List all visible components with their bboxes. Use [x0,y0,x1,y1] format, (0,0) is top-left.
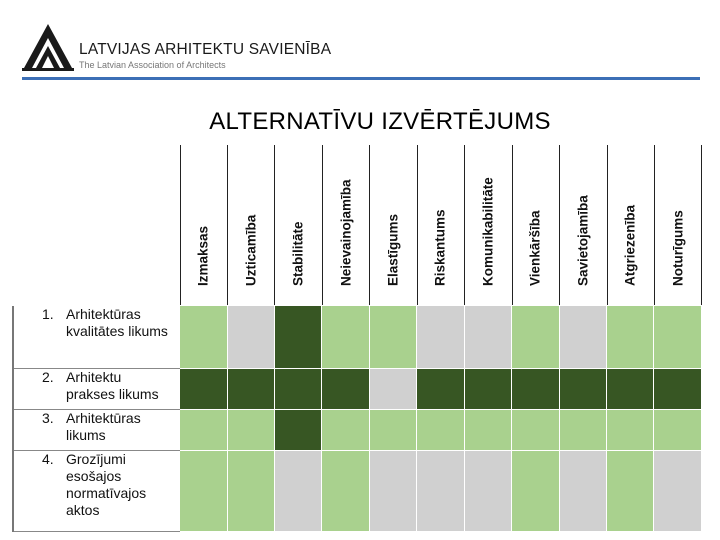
row-label-text: Arhitektūras kvalitātes likums [66,305,168,339]
rating-cell-dark [512,368,559,409]
rating-cell-light [512,306,559,369]
rating-cell-light [180,450,227,531]
rating-cell-light [654,409,702,450]
rating-cell-dark [227,368,274,409]
row-label [13,450,180,531]
rating-cell-light [417,409,464,450]
row-label [13,306,180,369]
rating-cell-dark [607,368,654,409]
rating-cell-dark [322,368,369,409]
matrix-row [13,306,702,369]
matrix-header-row [13,145,702,306]
column-header [654,145,702,306]
rating-cell-gray [227,306,274,369]
column-header-label: Komunikabilitāte [480,177,496,286]
column-header [274,145,321,306]
matrix-row [13,409,702,450]
rating-cell-gray [464,306,511,369]
rating-cell-dark [274,368,321,409]
org-subtitle: The Latvian Association of Architects [79,60,226,70]
rating-cell-light [180,409,227,450]
column-header-label: Stabilitāte [290,221,306,286]
rating-cell-light [227,450,274,531]
column-header [512,145,559,306]
matrix-row [13,368,702,409]
column-header-label: Neievainojamība [338,179,354,286]
row-label-text: Arhitektu prakses likums [66,368,159,402]
rating-cell-light [559,409,606,450]
rating-cell-gray [654,450,702,531]
rating-cell-gray [417,306,464,369]
rating-cell-dark [464,368,511,409]
slide-title: ALTERNATĪVU IZVĒRTĒJUMS [209,108,551,135]
rating-cell-dark [559,368,606,409]
rating-cell-light [369,409,416,450]
column-header-label: Noturīgums [670,210,686,286]
column-header [464,145,511,306]
matrix-body [13,306,702,532]
rating-cell-gray [274,450,321,531]
rating-cell-dark [274,409,321,450]
rating-cell-light [512,450,559,531]
rating-cell-light [322,450,369,531]
rating-cell-gray [369,450,416,531]
rating-cell-dark [180,368,227,409]
triangle-arch-icon [20,18,76,74]
rating-cell-dark [654,368,702,409]
row-number: 2. [42,368,54,385]
header-rule [22,77,700,80]
header [0,0,720,82]
rating-cell-light [322,409,369,450]
row-label [13,409,180,450]
column-header-label: Vienkāršība [527,210,543,286]
rating-cell-dark [417,368,464,409]
rating-cell-gray [559,306,606,369]
rating-cell-light [227,409,274,450]
row-number: 4. [42,450,54,467]
rating-cell-light [180,306,227,369]
column-header [227,145,274,306]
row-number: 1. [42,305,54,322]
rating-cell-gray [417,450,464,531]
rating-cell-light [464,409,511,450]
column-header [417,145,464,306]
column-header [607,145,654,306]
rating-cell-gray [559,450,606,531]
matrix-row [13,450,702,531]
row-label [13,368,180,409]
column-header-label: Elastīgums [385,213,401,286]
evaluation-matrix [12,145,702,532]
rating-cell-light [512,409,559,450]
org-name: LATVIJAS ARHITEKTU SAVIENĪBA [79,41,332,58]
rating-cell-gray [464,450,511,531]
column-header [369,145,416,306]
row-label-text: Arhitektūras likums [66,409,141,443]
rating-cell-dark [274,306,321,369]
column-header-label: Uzticamība [243,214,259,286]
rating-cell-light [322,306,369,369]
row-label-text: Grozījumi esošajos normatīvajos aktos [66,450,147,518]
column-header [322,145,369,306]
row-number: 3. [42,409,54,426]
rating-cell-light [607,409,654,450]
column-header [180,145,227,306]
column-header-label: Izmaksas [195,225,211,286]
rating-cell-light [654,306,702,369]
rating-cell-gray [369,368,416,409]
rating-cell-light [607,450,654,531]
matrix-corner [13,145,180,306]
column-header-label: Atgriezenība [622,204,638,286]
column-header [559,145,606,306]
column-header-label: Riskantums [432,209,448,286]
rating-cell-light [369,306,416,369]
column-header-label: Savietojamība [575,195,591,286]
rating-cell-light [607,306,654,369]
